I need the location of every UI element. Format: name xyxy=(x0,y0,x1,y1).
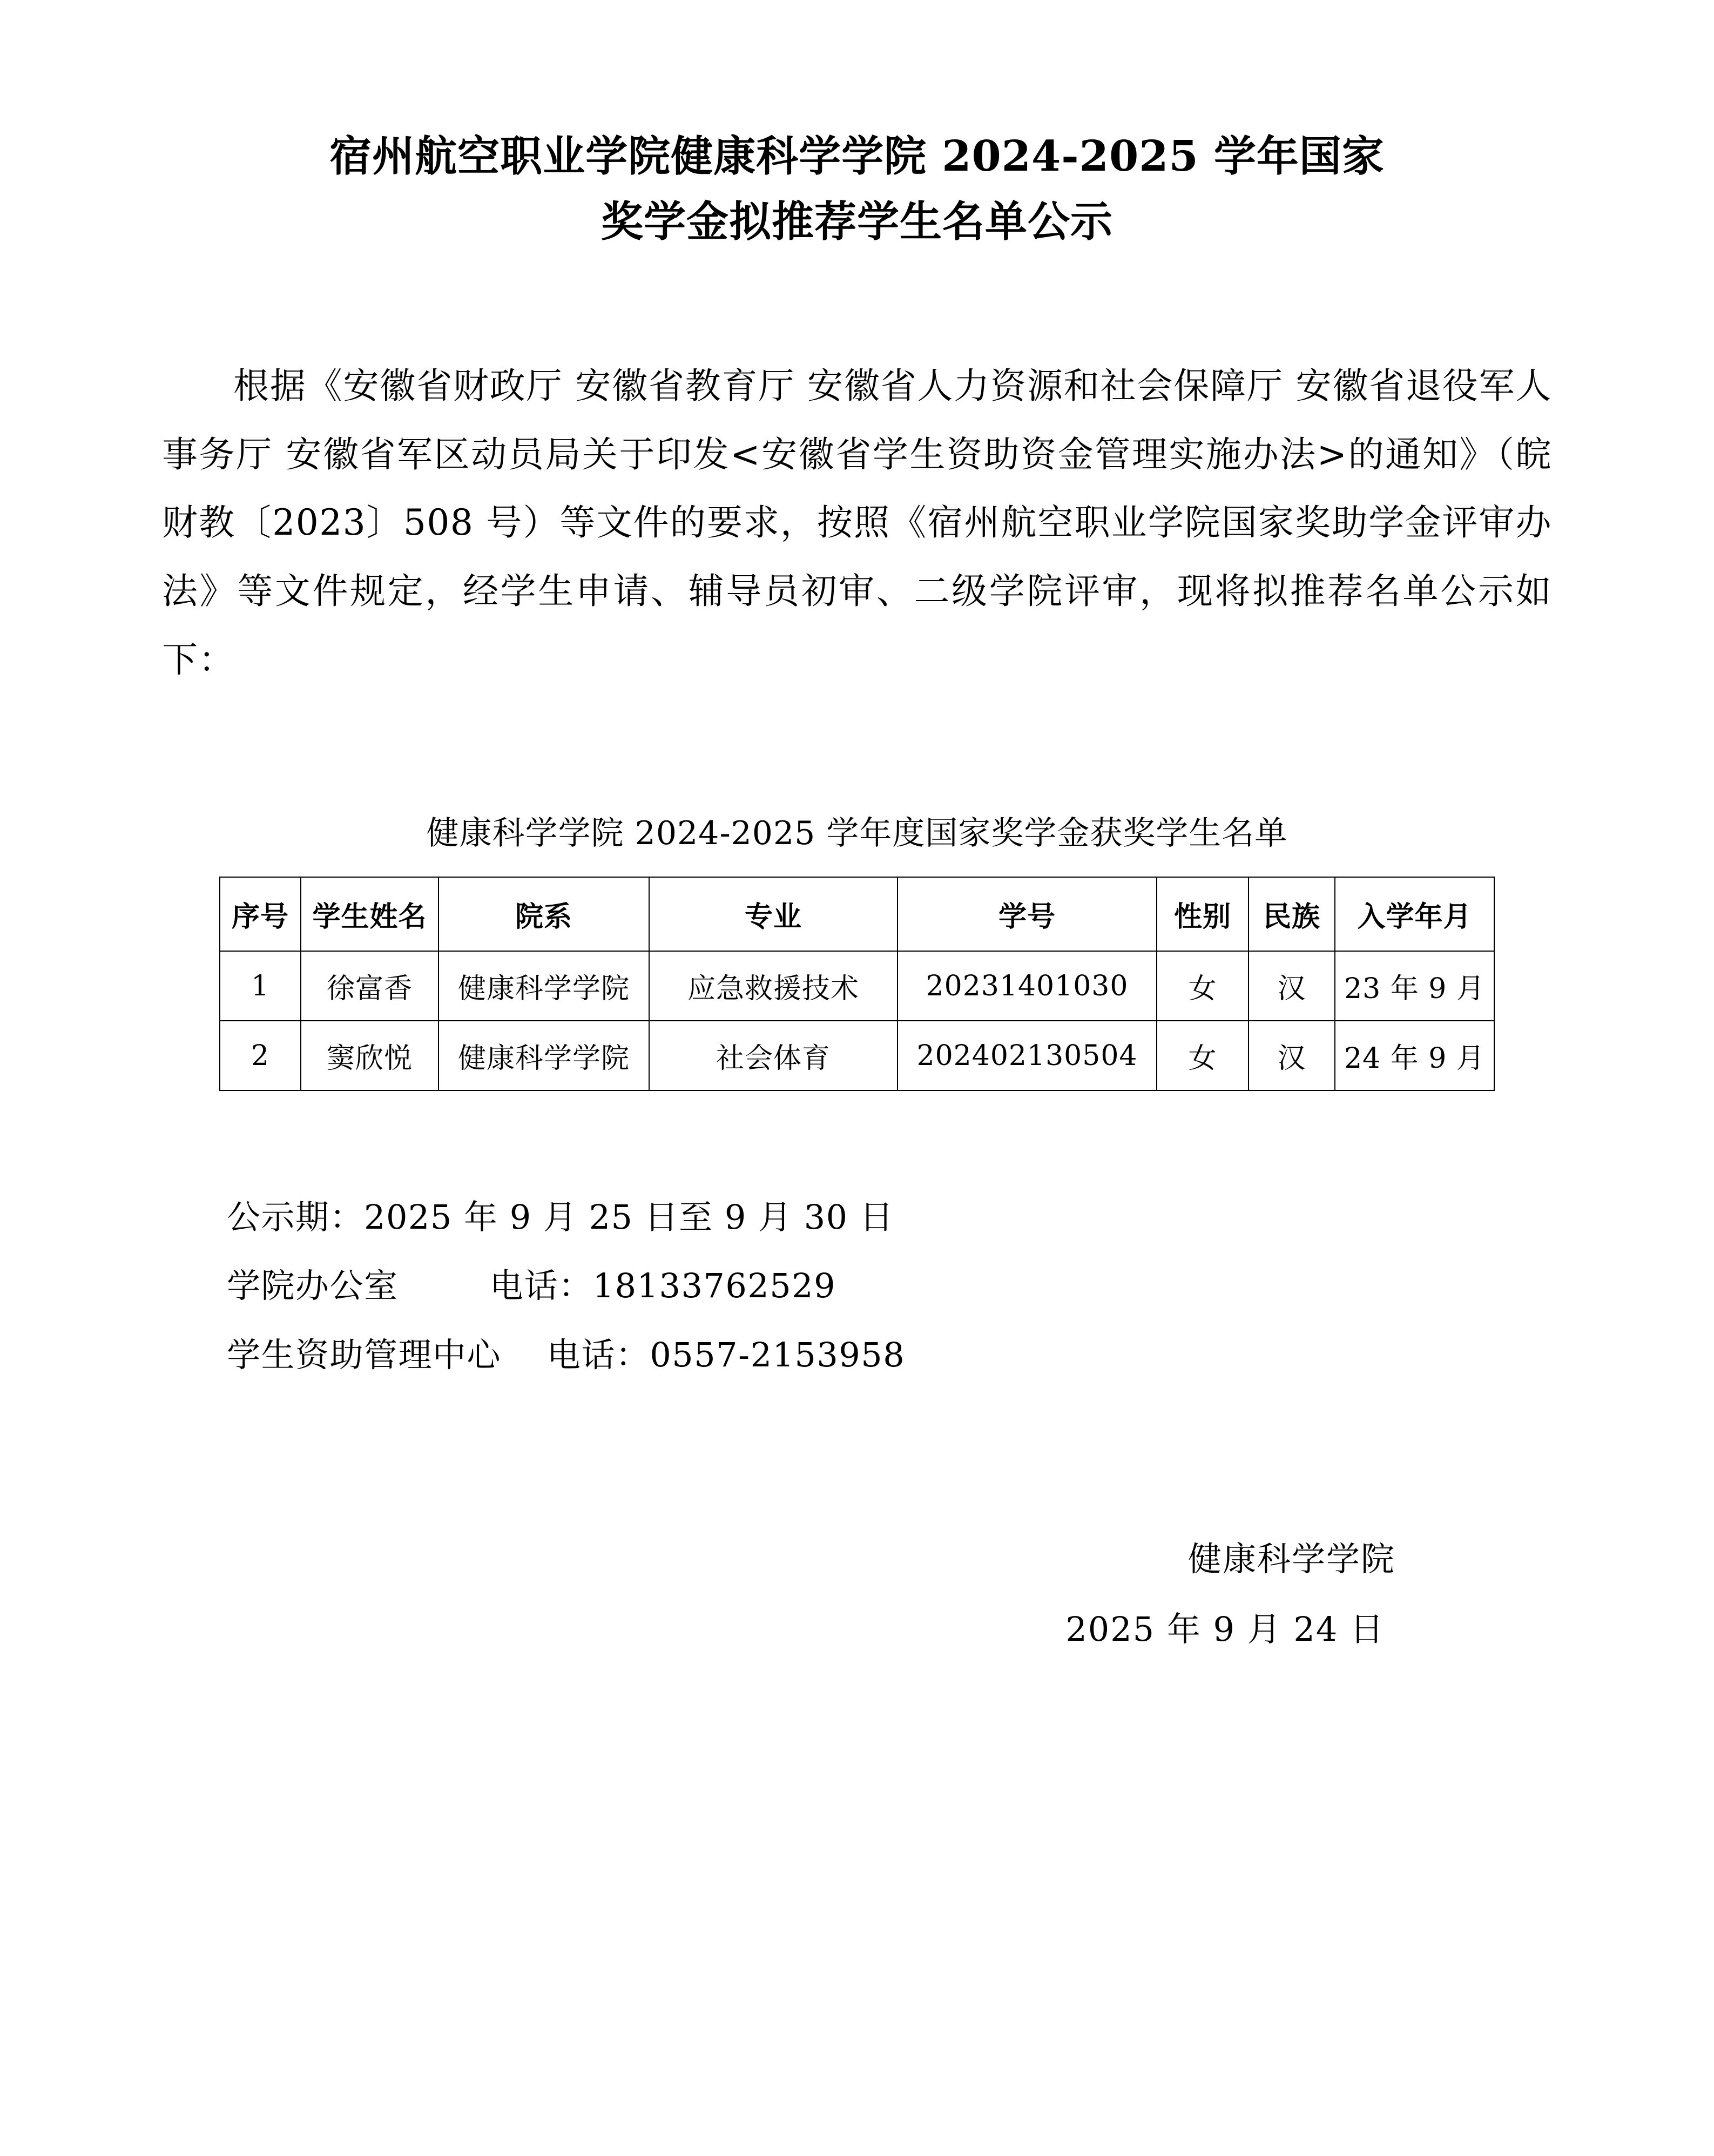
column-header-ethnicity: 民族 xyxy=(1249,877,1335,951)
cell-ethnicity: 汉 xyxy=(1249,1021,1335,1090)
column-header-index: 序号 xyxy=(220,877,301,951)
office-contact: 学院办公室 电话：18133762529 xyxy=(227,1266,836,1306)
cell-ethnicity: 汉 xyxy=(1249,951,1335,1021)
signature-date: 2025 年 9 月 24 日 xyxy=(1065,1609,1385,1649)
cell-student-id: 20231401030 xyxy=(898,951,1157,1021)
column-header-major: 专业 xyxy=(649,877,898,951)
cell-gender: 女 xyxy=(1157,951,1249,1021)
signature-section xyxy=(162,1524,1552,1665)
table-row xyxy=(220,951,1494,1021)
cell-enrollment-date: 23 年 9 月 xyxy=(1335,951,1494,1021)
cell-student-name: 窦欣悦 xyxy=(301,1021,438,1090)
cell-index: 2 xyxy=(220,1021,301,1090)
cell-major: 应急救援技术 xyxy=(649,951,898,1021)
column-header-enrollment-date: 入学年月 xyxy=(1335,877,1494,951)
column-header-gender: 性别 xyxy=(1157,877,1249,951)
publicity-period: 公示期：2025 年 9 月 25 日至 9 月 30 日 xyxy=(227,1197,894,1237)
column-header-student-id: 学号 xyxy=(898,877,1157,951)
page-title-line-2: 奖学金拟推荐学生名单公示 xyxy=(600,197,1113,246)
column-header-department: 院系 xyxy=(438,877,649,951)
cell-student-id: 202402130504 xyxy=(898,1021,1157,1090)
cell-student-name: 徐富香 xyxy=(301,951,438,1021)
roster-caption: 健康科学学院 2024-2025 学年度国家奖学金获奖学生名单 xyxy=(426,814,1288,853)
page-title xyxy=(162,124,1552,255)
page-title-line-1: 宿州航空职业学院健康科学学院 2024-2025 学年国家 xyxy=(329,132,1385,181)
cell-major: 社会体育 xyxy=(649,1021,898,1090)
body-section xyxy=(162,352,1552,695)
signature-department: 健康科学学院 xyxy=(1187,1539,1395,1579)
aid-center-contact: 学生资助管理中心 电话：0557-2153958 xyxy=(227,1335,906,1375)
column-header-student-name: 学生姓名 xyxy=(301,877,438,951)
cell-gender: 女 xyxy=(1157,1021,1249,1090)
table-header-row xyxy=(220,877,1494,951)
cell-enrollment-date: 24 年 9 月 xyxy=(1335,1021,1494,1090)
contact-section xyxy=(162,1183,1552,1389)
cell-department: 健康科学学院 xyxy=(438,951,649,1021)
body-paragraph: 根据《安徽省财政厅 安徽省教育厅 安徽省人力资源和社会保障厅 安徽省退役军人事务厅 安徽省军区动员局关于印发<安徽省学生资助资金管理实施办法>的通知》（皖财教〔2023〕508 号）等文件的要求，按照《宿州航空职业学院国家奖助学金评审办法》等文件规定，经学生申请、辅导员初审、二级学院评审，现将拟推荐名单公示如下： xyxy=(162,365,1552,681)
roster-table xyxy=(219,877,1495,1091)
table-row xyxy=(220,1021,1494,1090)
cell-department: 健康科学学院 xyxy=(438,1021,649,1090)
cell-index: 1 xyxy=(220,951,301,1021)
